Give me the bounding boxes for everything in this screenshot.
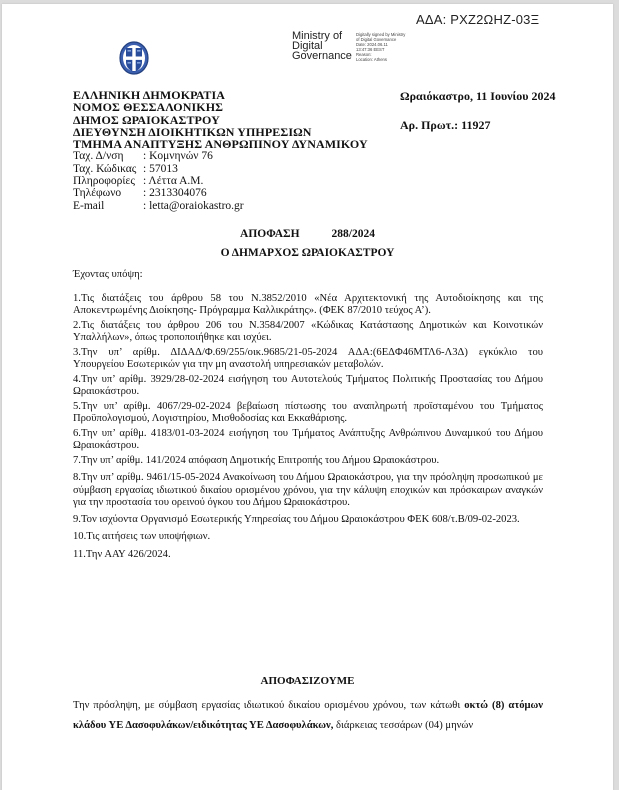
contact-label: Πληροφορίες — [73, 175, 135, 188]
contact-row — [73, 200, 368, 212]
document-page — [2, 4, 613, 790]
consideration-item: 4.Την υπ’ αρίθμ. 3929/28-02-2024 εισήγηση του Αυτοτελούς Τμήματος Πολιτικής Προστασίας του Δήμου Ωραιοκάστρου. — [73, 373, 543, 397]
contact-label: Τηλέφωνο — [73, 187, 122, 200]
date-protocol-block — [400, 89, 556, 147]
authority-line: ΔΙΕΥΘΥΝΣΗ ΔΙΟΙΚΗΤΙΚΩΝ ΥΠΗΡΕΣΙΩΝ — [73, 124, 312, 139]
contact-email[interactable]: : letta@oraiokastro.gr — [143, 199, 244, 212]
ada-code: ΑΔΑ: ΡΧΖ2ΩΗΖ-03Ξ — [416, 12, 540, 27]
consideration-item: 10.Τις αιτήσεις των υποψήφιων. — [73, 531, 211, 542]
decision-text-end: διάρκειας τεσσάρων (04) μηνών — [333, 719, 474, 731]
signature-issuer-line: Ministry of — [292, 30, 343, 42]
considerations — [73, 269, 543, 561]
authority-line: ΤΜΗΜΑ ΑΝΑΠΤΥΞΗΣ ΑΝΘΡΩΠΙΝΟΥ ΔΥΝΑΜΙΚΟΥ — [73, 137, 368, 152]
digital-signature-stamp — [292, 31, 405, 62]
signature-issuer — [292, 31, 354, 61]
place-date: Ωραιόκαστρο, 11 Ιουνίου 2024 — [400, 89, 556, 103]
contact-row — [73, 163, 368, 175]
consideration-item: 1.Τις διατάξεις του άρθρου 58 του Ν.3852/2010 «Νέα Αρχιτεκτονική της Αυτοδιοίκησης και της Αποκεντρωμένης Διοίκησης- Πρόγραμμα Καλλικράτης». (ΦΕΚ 87/2010 τεύχος Α’). — [73, 292, 543, 316]
decision-label: ΑΠΟΦΑΣΗ — [240, 228, 300, 240]
consideration-item: 7.Την υπ’ αρίθμ. 141/2024 απόφαση Δημοτικής Επιτροπής του Δήμου Ωραιοκάστρου. — [73, 454, 440, 466]
consideration-item: 5.Την υπ’ αρίθμ. 4067/29-02-2024 βεβαίωση πίστωσης του αναπληρωτή προϊσταμένου του Τμήματος Προϋπολογισμού, Λογιστηρίου, Μισθοδοσίας και Εκκαθάρισης. — [73, 400, 543, 424]
contact-value: : Κομνηνών 76 — [143, 150, 213, 163]
contact-value: : 2313304076 — [143, 187, 207, 200]
decision-subtitle: Ο ΔΗΜΑΡΧΟΣ ΩΡΑΙΟΚΑΣΤΡΟΥ — [220, 247, 395, 259]
decision-number: 288/2024 — [331, 228, 375, 240]
signature-detail-line: Date: 2024.06.11 — [356, 42, 388, 47]
issuing-authority-block — [73, 89, 368, 212]
authority-line: ΝΟΜΟΣ ΘΕΣΣΑΛΟΝΙΚΗΣ — [73, 100, 224, 115]
consideration-item: 9.Τον ισχύοντα Οργανισμό Εσωτερικής Υπηρεσίας του Δήμου Ωραιοκάστρου ΦΕΚ 608/τ.Β/09-02-2023. — [73, 513, 520, 525]
consideration-item: 2.Τις διατάξεις του άρθρου 206 του Ν.3584/2007 «Κώδικας Κατάστασης Δημοτικών και Κοινοτικών Υπαλλήλων», όπως τροποποιήθηκε και ισχύει. — [73, 319, 543, 343]
signature-issuer-line: Governance — [292, 50, 352, 62]
consideration-item: 3.Την υπ’ αρίθμ. ΔΙΔΑΔ/Φ.69/255/οικ.9685/21-05-2024 ΑΔΑ:(6ΕΔΦ46ΜΤΛ6-Λ3Δ) εγκύκλιο του Υπουργείου Εσωτερικών για την μη αναστολή υπηρεσιακών μεταβολών. — [73, 346, 543, 370]
authority-line: ΔΗΜΟΣ ΩΡΑΙΟΚΑΣΤΡΟΥ — [73, 112, 220, 127]
consideration-item: 11.Την ΑΑΥ 426/2024. — [73, 548, 171, 560]
signature-detail-line: 13:47:36 EEST — [356, 47, 385, 52]
signature-details — [356, 32, 405, 62]
contact-row — [73, 150, 368, 162]
signature-detail-line: Location: Athens — [356, 57, 387, 62]
decision-text-start: Την πρόσληψη, με σύμβαση εργασίας ιδιωτικού δικαίου ορισμένου χρόνου, των κάτωθι — [73, 700, 465, 711]
considerations-intro: Έχοντας υπόψη: — [73, 269, 143, 280]
signature-detail-line: Reason: — [356, 52, 372, 57]
signature-detail-line: Digitally signed by Ministry — [356, 32, 406, 37]
decision-text-bold: οκτώ (8) ατόμων κλάδου ΥΕ Δασοφυλάκων/ειδικότητας ΥΕ Δασοφυλάκων, — [73, 700, 543, 731]
contact-label: Ταχ. Κώδικας — [73, 162, 137, 175]
contact-info — [73, 150, 368, 211]
contact-row — [73, 175, 368, 187]
signature-detail-line: of Digital Governance — [356, 37, 397, 42]
decision-title — [2, 228, 613, 259]
decision-text — [73, 696, 543, 735]
decision-heading: ΑΠΟΦΑΣΙΖΟΥΜΕ — [260, 675, 355, 687]
contact-row — [73, 187, 368, 199]
authority-line: ΕΛΛΗΝΙΚΗ ΔΗΜΟΚΡΑΤΙΑ — [73, 88, 226, 102]
contact-value: : Λέττα Α.Μ. — [143, 175, 204, 188]
protocol-number: Αρ. Πρωτ.: 11927 — [400, 118, 491, 132]
contact-label: Ταχ. Δ/νση — [73, 150, 124, 163]
contact-value: : 57013 — [143, 162, 178, 175]
contact-label: E-mail — [73, 199, 105, 212]
signature-issuer-line: Digital — [292, 40, 323, 52]
hellenic-republic-coat-of-arms-icon — [119, 41, 149, 75]
consideration-item: 8.Την υπ’ αρίθμ. 9461/15-05-2024 Ανακοίνωση του Δήμου Ωραιοκάστρου, για την πρόσληψη προσωπικού με σύμβαση εργασίας ιδιωτικού δικαίου ορισμένου χρόνου, για την κάλυψη εποχικών και πρόσκαιρων αναγκών για την προστασία του ορεινού όγκου του Δήμου Ωραιοκάστρου. — [73, 472, 543, 508]
consideration-item: 6.Την υπ’ αρίθμ. 4183/01-03-2024 εισήγηση του Τμήματος Ανάπτυξης Ανθρώπινου Δυναμικού του Δήμου Ωραιοκάστρου. — [73, 427, 543, 451]
